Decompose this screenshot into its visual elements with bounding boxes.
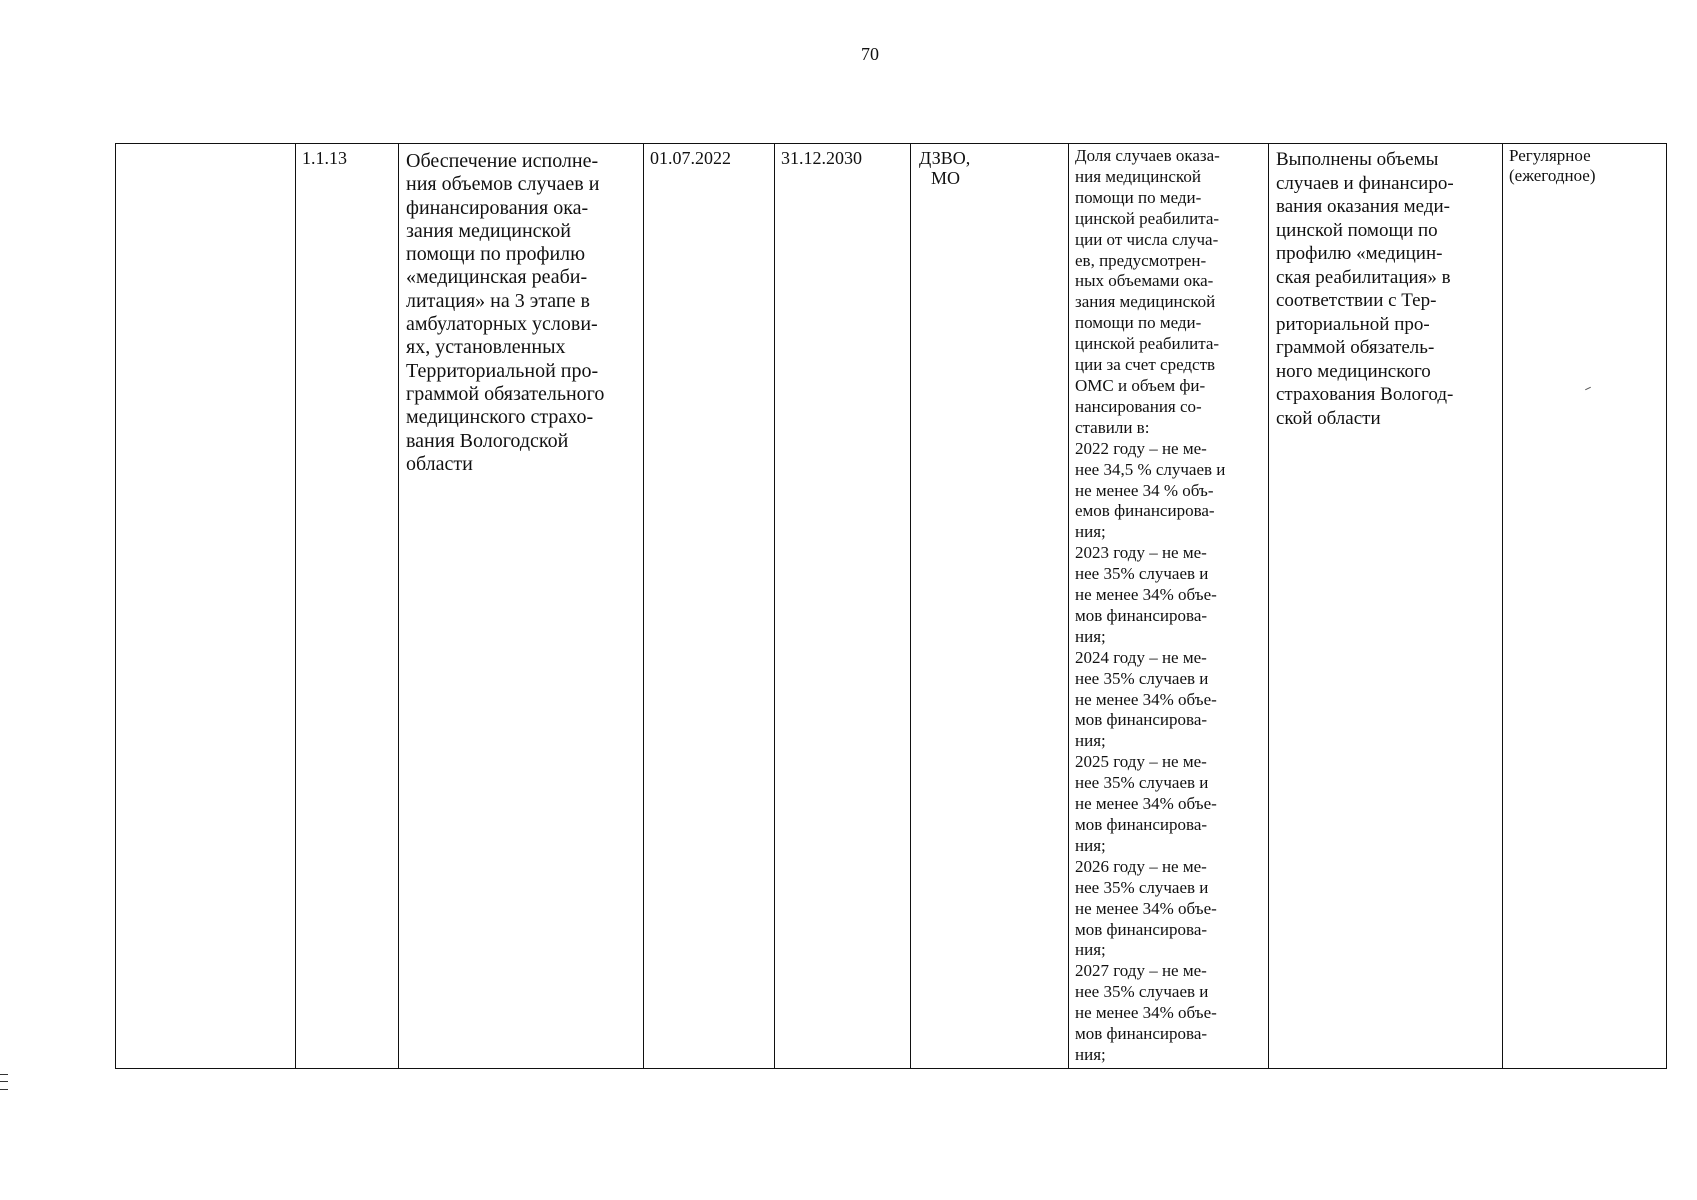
periodicity-text: Регулярное (ежегодное) xyxy=(1509,146,1596,185)
page-number: 70 xyxy=(861,44,879,64)
indicator-text: Доля случаев оказа- ния медицинской помощи по меди- цинской реабилита- ции от числа случа- ев, предусмотрен- ных объемами ока- зания медицинской помощи по меди- цинской реабилита- ции за счет средств ОМС и объем фи- нансирования со- ставили в: 2022 году – не ме- нее 34,5 % случаев и не менее 34 % объ- емов финансирова- ния; 2023 году – не ме- нее 35% случаев и не менее 34% объе- мов финансирова- ния; 2024 году – не ме- нее 35% случаев и не менее 34% объе- мов финансирова- ния; 2025 году – не ме- нее 35% случаев и не менее 34% объе- мов финансирова- ния; 2026 году – не ме- нее 35% случаев и не менее 34% объе- мов финансирова- ния; 2027 году – не ме- нее 35% случаев и не менее 34% объе- мов финансирова- ния; xyxy=(1075,146,1226,1064)
margin-marker xyxy=(0,1074,8,1090)
end-date: 31.12.2030 xyxy=(781,148,862,168)
start-date: 01.07.2022 xyxy=(650,148,731,168)
result-text: Выполнены объемы случаев и финансиро- вания оказания меди- цинской помощи по профилю «медицин- ская реабилитация» в соответствии с Тер- риториальной про- граммой обязатель- ного медицинского страхования Вологод- ской области xyxy=(1276,149,1454,429)
measure-code: 1.1.13 xyxy=(302,148,347,168)
measure-description: Обеспечение исполне- ния объемов случаев и финансирования ока- зания медицинской помощи по профилю «медицинская реаби- литация» на 3 этапе в амбулаторных услови- ях, установленных Территориальной про- граммой обязательного медицинского страхо- вания Вологодской области xyxy=(406,150,605,475)
indicator-cell xyxy=(1068,144,1268,1068)
responsible-primary: ДЗВО, xyxy=(919,148,971,168)
result-cell xyxy=(1268,144,1502,1068)
end-date-cell xyxy=(774,144,910,1068)
empty-cell xyxy=(116,144,295,1068)
periodicity-cell xyxy=(1502,144,1668,1068)
measure-description-cell xyxy=(398,144,643,1068)
measure-code-cell xyxy=(295,144,398,1068)
start-date-cell xyxy=(643,144,774,1068)
measures-table xyxy=(115,143,1667,1069)
responsible-cell xyxy=(910,144,1068,1068)
responsible-secondary: МО xyxy=(931,168,961,188)
